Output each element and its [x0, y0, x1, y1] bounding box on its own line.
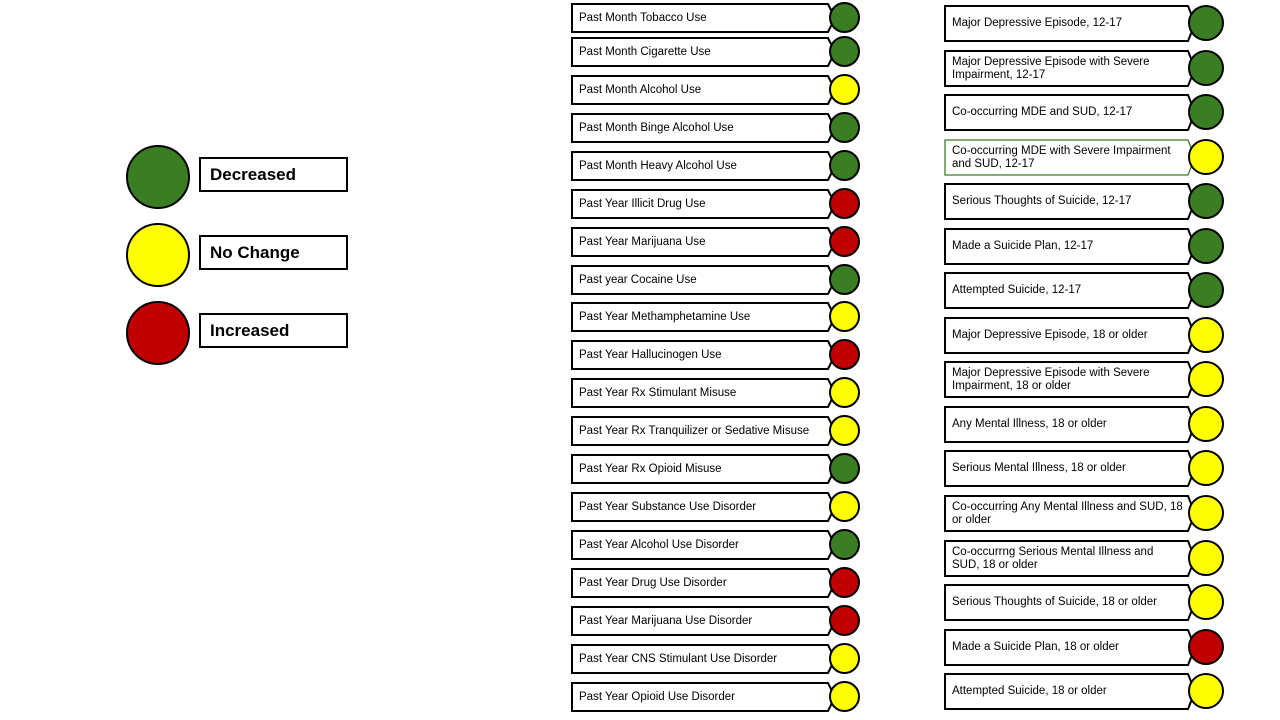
indicator-row [571, 151, 861, 181]
indicator-row [944, 540, 1226, 577]
indicator-label: Past Year Rx Stimulant Misuse [579, 386, 737, 399]
yellow-status-dot [1188, 673, 1224, 709]
legend-item-no-change [126, 223, 356, 287]
indicator-row [571, 644, 861, 674]
indicator-row [571, 302, 861, 332]
indicator-label: Past Year Hallucinogen Use [579, 348, 722, 361]
indicator-row [571, 454, 861, 484]
indicator-label: Major Depressive Episode with Severe Impairment, 18 or older [952, 366, 1150, 392]
indicator-row [944, 495, 1226, 532]
green-status-dot [829, 453, 860, 484]
indicator-row [571, 682, 861, 712]
indicator-row [944, 139, 1226, 176]
indicator-label: Co-occurrng Serious Mental Illness and SUD, 18 or older [952, 545, 1154, 571]
indicator-row [571, 75, 861, 105]
indicator-label: Made a Suicide Plan, 18 or older [952, 641, 1119, 653]
indicator-row [944, 361, 1226, 398]
yellow-status-dot [829, 643, 860, 674]
yellow-status-dot [1188, 317, 1224, 353]
yellow-status-dot [1188, 406, 1224, 442]
indicator-row [944, 450, 1226, 487]
yellow-status-dot [829, 377, 860, 408]
indicator-label: Past Year Drug Use Disorder [579, 576, 727, 589]
indicator-row [944, 94, 1226, 131]
indicator-row [571, 530, 861, 560]
red-status-dot [829, 567, 860, 598]
indicator-row [571, 606, 861, 636]
yellow-status-dot [829, 415, 860, 446]
green-status-dot [829, 2, 860, 33]
indicator-row [944, 272, 1226, 309]
indicator-label: Past Year Rx Tranquilizer or Sedative Misuse [579, 424, 810, 437]
indicator-label: Co-occurring MDE with Severe Impairment and SUD, 12-17 [952, 144, 1171, 170]
green-status-dot [126, 145, 190, 209]
indicator-label: Serious Thoughts of Suicide, 12-17 [952, 195, 1132, 207]
indicator-label: Past Year Marijuana Use [579, 235, 706, 248]
green-status-dot [1188, 5, 1224, 41]
green-status-dot [1188, 94, 1224, 130]
indicator-label: Co-occurring MDE and SUD, 12-17 [952, 106, 1133, 118]
indicator-label: Past Month Cigarette Use [579, 45, 711, 58]
green-status-dot [829, 36, 860, 67]
indicator-row [571, 568, 861, 598]
green-status-dot [1188, 50, 1224, 86]
indicator-row [571, 378, 861, 408]
yellow-status-dot [1188, 139, 1224, 175]
indicator-label: Past Month Binge Alcohol Use [579, 121, 734, 134]
indicator-label: Major Depressive Episode, 18 or older [952, 329, 1148, 341]
indicator-label: Any Mental Illness, 18 or older [952, 418, 1107, 430]
indicator-row [944, 673, 1226, 710]
indicator-row [571, 3, 861, 33]
indicator-label: Past Year Marijuana Use Disorder [579, 614, 753, 627]
legend-label: No Change [199, 235, 348, 270]
indicator-row [944, 50, 1226, 87]
legend-label: Decreased [199, 157, 348, 192]
indicator-row [944, 584, 1226, 621]
legend-item-increased [126, 301, 356, 365]
yellow-status-dot [1188, 361, 1224, 397]
green-status-dot [829, 529, 860, 560]
yellow-status-dot [1188, 584, 1224, 620]
indicator-label: Past Month Tobacco Use [579, 11, 707, 24]
green-status-dot [1188, 272, 1224, 308]
legend [0, 0, 400, 400]
indicator-label: Past Year Alcohol Use Disorder [579, 538, 739, 551]
indicator-row [571, 492, 861, 522]
indicator-row [944, 228, 1226, 265]
yellow-status-dot [1188, 450, 1224, 486]
red-status-dot [829, 226, 860, 257]
red-status-dot [829, 605, 860, 636]
indicator-row [944, 183, 1226, 220]
green-status-dot [1188, 183, 1224, 219]
yellow-status-dot [126, 223, 190, 287]
indicator-label: Past Year CNS Stimulant Use Disorder [579, 652, 778, 665]
indicator-label: Past Year Rx Opioid Misuse [579, 462, 722, 475]
yellow-status-dot [829, 681, 860, 712]
indicator-label: Major Depressive Episode, 12-17 [952, 17, 1123, 29]
yellow-status-dot [1188, 540, 1224, 576]
green-status-dot [829, 264, 860, 295]
indicator-row [571, 416, 861, 446]
yellow-status-dot [829, 491, 860, 522]
red-status-dot [829, 188, 860, 219]
red-status-dot [126, 301, 190, 365]
indicator-row [571, 189, 861, 219]
indicator-row [571, 113, 861, 143]
yellow-status-dot [829, 301, 860, 332]
green-status-dot [829, 112, 860, 143]
indicator-row [571, 265, 861, 295]
red-status-dot [1188, 629, 1224, 665]
indicator-label: Serious Thoughts of Suicide, 18 or older [952, 596, 1157, 608]
indicator-row [944, 317, 1226, 354]
indicator-label: Past Month Alcohol Use [579, 83, 702, 96]
indicator-row [944, 629, 1226, 666]
indicator-label: Past Year Illicit Drug Use [579, 197, 706, 210]
indicator-label: Attempted Suicide, 12-17 [952, 284, 1082, 296]
red-status-dot [829, 339, 860, 370]
indicator-row [571, 340, 861, 370]
indicator-row [944, 5, 1226, 42]
indicator-label: Major Depressive Episode with Severe Impairment, 12-17 [952, 55, 1150, 81]
legend-label: Increased [199, 313, 348, 348]
indicator-label: Past Year Opioid Use Disorder [579, 690, 735, 703]
yellow-status-dot [1188, 495, 1224, 531]
indicator-row [571, 37, 861, 67]
indicator-label: Past year Cocaine Use [579, 273, 697, 286]
legend-item-decreased [126, 145, 356, 209]
indicator-label: Past Year Substance Use Disorder [579, 500, 757, 513]
indicator-row [944, 406, 1226, 443]
indicator-label: Past Month Heavy Alcohol Use [579, 159, 737, 172]
indicator-row [571, 227, 861, 257]
indicator-label: Serious Mental Illness, 18 or older [952, 462, 1126, 474]
yellow-status-dot [829, 74, 860, 105]
green-status-dot [1188, 228, 1224, 264]
green-status-dot [829, 150, 860, 181]
indicator-label: Attempted Suicide, 18 or older [952, 685, 1107, 697]
indicator-label: Past Year Methamphetamine Use [579, 310, 751, 323]
indicator-label: Co-occurring Any Mental Illness and SUD, 18 or older [952, 500, 1183, 526]
indicator-label: Made a Suicide Plan, 12-17 [952, 240, 1094, 252]
